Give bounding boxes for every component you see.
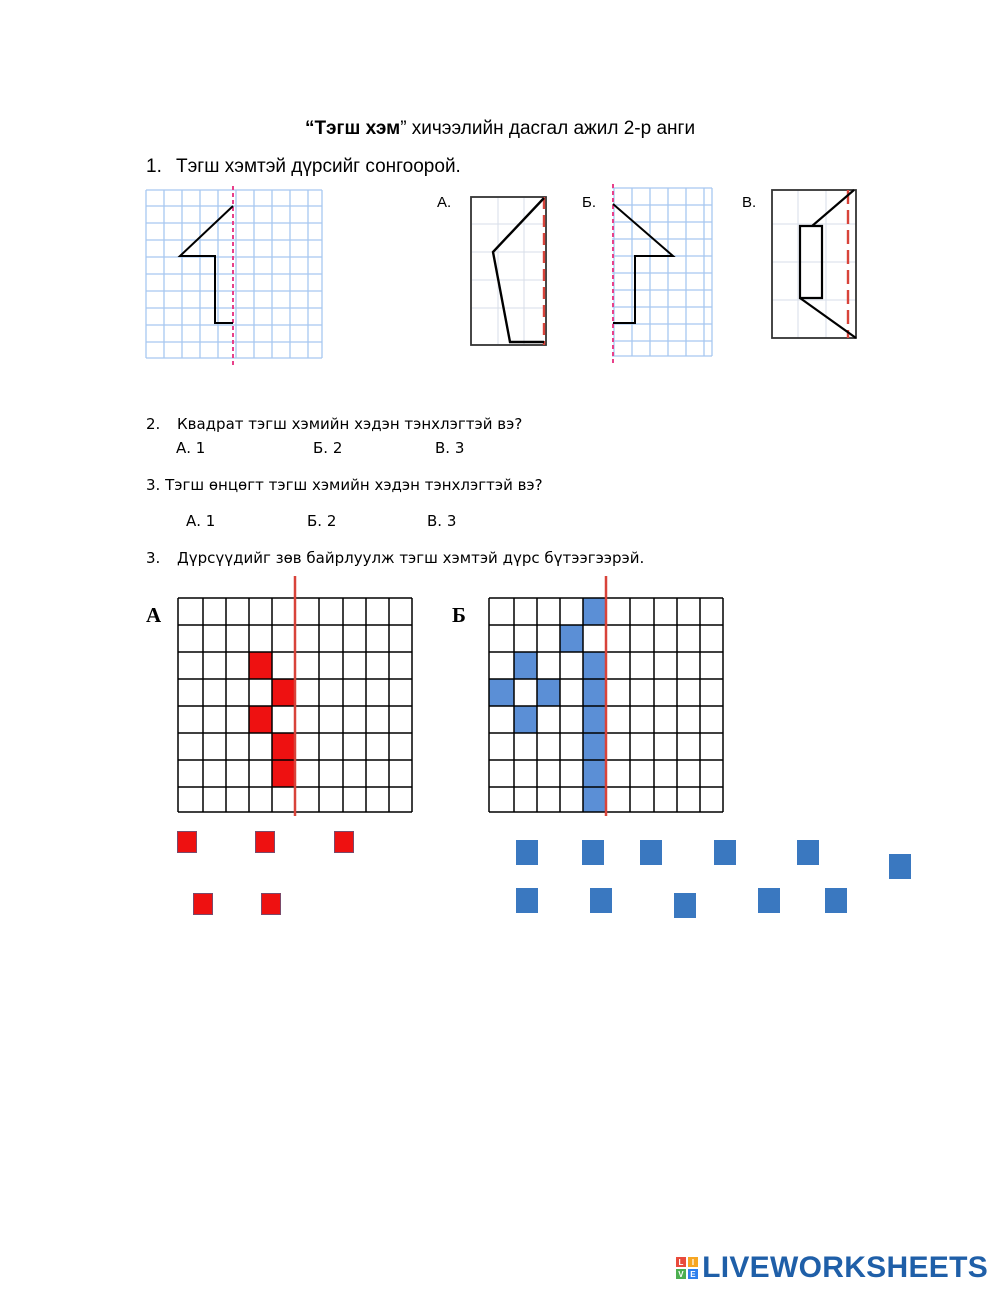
red-tile-3[interactable]	[334, 831, 354, 853]
option-v-figure[interactable]	[768, 186, 860, 344]
grid-a	[176, 576, 416, 816]
question-1-number: 1.	[146, 156, 162, 177]
blue-tile-10[interactable]	[758, 888, 780, 913]
red-tile-4[interactable]	[193, 893, 213, 915]
blue-tile-6[interactable]	[889, 854, 911, 879]
option-v-frame	[772, 190, 856, 338]
red-tile-1[interactable]	[177, 831, 197, 853]
option-v-grid	[772, 190, 856, 338]
title-rest: ” хичээлийн дасгал ажил 2-р анги	[400, 118, 696, 139]
question-4-text: Дүрсүүдийг зөв байрлуулж тэгш хэмтэй дүрс бүтээгээрэй.	[177, 549, 645, 567]
blue-tile-11[interactable]	[825, 888, 847, 913]
question-4-number: 3.	[146, 549, 161, 567]
q3-answer-a[interactable]: А. 1	[186, 512, 216, 530]
option-a-shape	[493, 198, 544, 342]
blue-tile-2[interactable]	[582, 840, 604, 865]
option-v-shape-top	[800, 190, 854, 298]
red-tile-5[interactable]	[261, 893, 281, 915]
blue-tile-1[interactable]	[516, 840, 538, 865]
q2-answer-a[interactable]: А. 1	[176, 439, 206, 457]
q1-main-figure	[144, 186, 326, 366]
grid-a-label: А	[146, 603, 162, 627]
blue-tile-5[interactable]	[797, 840, 819, 865]
option-b-figure[interactable]	[608, 184, 714, 364]
option-v-label[interactable]: В.	[742, 194, 757, 211]
grid-b-label: Б	[452, 603, 466, 627]
option-a-grid	[472, 198, 546, 344]
question-1	[146, 156, 461, 178]
question-2-number: 2.	[146, 415, 161, 433]
option-b-label[interactable]: Б.	[582, 194, 597, 211]
logo-text: LIVEWORKSHEETS	[702, 1251, 988, 1284]
question-2	[146, 415, 522, 433]
worksheet-title	[0, 118, 1000, 140]
grid-b-blue-cells	[489, 598, 606, 812]
q2-answer-v[interactable]: В. 3	[435, 439, 465, 457]
option-b-grid	[612, 188, 712, 356]
blue-tile-9[interactable]	[674, 893, 696, 918]
title-bold: “Тэгш хэм	[304, 118, 401, 139]
blue-tile-7[interactable]	[516, 888, 538, 913]
grid-b	[487, 576, 727, 816]
blue-tile-3[interactable]	[640, 840, 662, 865]
logo-badge-icon: L I V E	[676, 1257, 698, 1279]
q3-answer-v[interactable]: В. 3	[427, 512, 457, 530]
q3-answer-b[interactable]: Б. 2	[307, 512, 337, 530]
liveworksheets-logo	[676, 1251, 988, 1285]
option-a-label[interactable]: А.	[437, 194, 452, 211]
option-a-frame	[471, 197, 546, 345]
blue-tile-8[interactable]	[590, 888, 612, 913]
blue-tile-4[interactable]	[714, 840, 736, 865]
option-a-figure[interactable]	[468, 194, 550, 350]
question-2-text: Квадрат тэгш хэмийн хэдэн тэнхлэгтэй вэ?	[177, 415, 523, 433]
red-tile-2[interactable]	[255, 831, 275, 853]
question-3-text: 3. Тэгш өнцөгт тэгш хэмийн хэдэн тэнхлэгтэй вэ?	[146, 476, 543, 494]
q2-answer-b[interactable]: Б. 2	[313, 439, 343, 457]
question-1-text: Тэгш хэмтэй дүрсийг сонгоорой.	[176, 156, 461, 177]
question-4	[146, 549, 644, 567]
